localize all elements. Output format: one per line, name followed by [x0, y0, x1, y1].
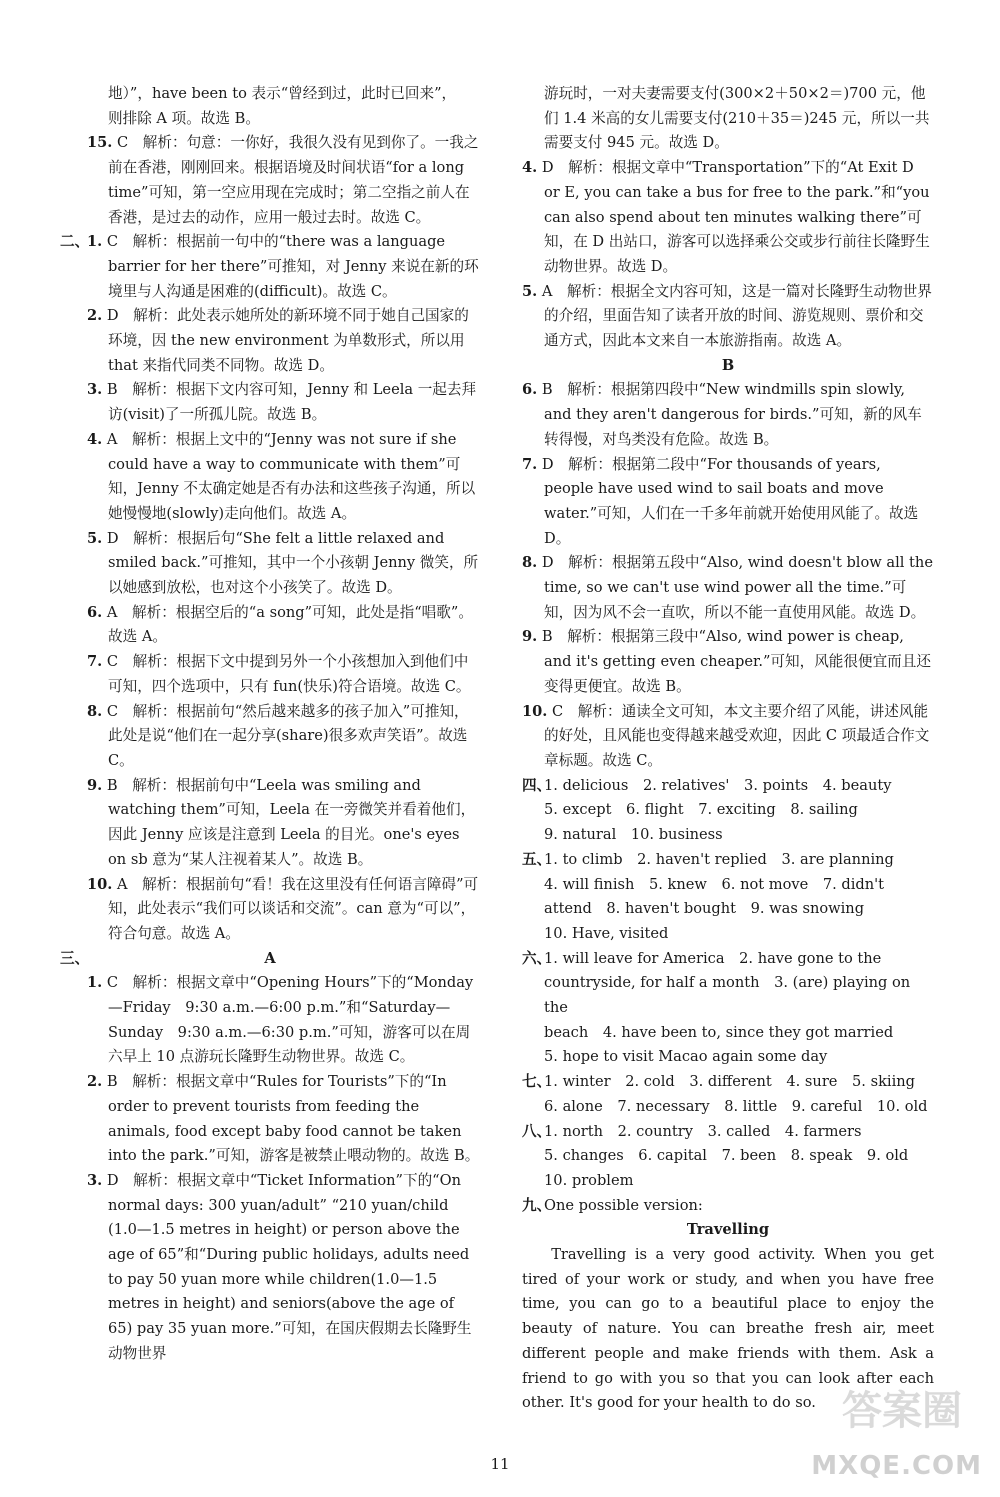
answer-explanation: B 解析：根据下文内容可知，Jenny 和 Leela 一起去拜访(visit)了一所孤儿院。故选 B。 [106, 381, 477, 424]
answer-item [60, 304, 480, 378]
answer-explanation: D 解析：根据文章中“Ticket Information”下的“On normal days: 300 yuan/adult” “210 yuan/child (1.0—1.5 metres in height) or person above the age of 65”和“During public holidays, adults need to pay 50 yuan more while children(1.0—1.5 metres in height) and seniors(above the age of 65) pay 35 yuan more.”可知，在国庆假期去长隆野生动物世界 [106, 1171, 472, 1362]
answer-explanation: B 解析：根据第三段中“Also, wind power is cheap, and it's getting even cheaper.”可知，风能很便宜而且还变得更便宜。故选 B。 [541, 628, 931, 695]
answer-item [60, 774, 480, 873]
answer-explanation: C 解析：句意：一你好，我很久没有见到你了。一我之前在香港，刚刚回来。根据语境及时间状语“for a long time”可知，第一空应用现在完成时；第二空指之前人在香港，是过去的动作，应用一般过去时。故选 C。 [108, 134, 479, 226]
answer-item [522, 280, 934, 354]
answer-line: 4. will finish 5. knew 6. not move 7. didn't [544, 875, 885, 893]
left-column [60, 82, 480, 1367]
watermark-logo-mark: 答案圈 [842, 1388, 962, 1434]
section-label: 七、 [522, 1073, 552, 1091]
passage-letter: B [721, 356, 735, 374]
essay-body: Travelling is a very good activity. When you get tired of your work or study, and when you have free time, you can go to a beautiful place to enjoy the beauty of nature. You can breathe fresh air, meet different people and make friends with them. Ask a friend to go with you so that you can look after each other. It's good for your health to do so. [522, 1246, 934, 1412]
watermark-url: MXQE.COM [811, 1451, 982, 1481]
answer-item [60, 1070, 480, 1169]
answer-number: 9. [522, 628, 538, 646]
answer-item [522, 378, 934, 452]
answer-explanation: D 解析：根据后句“She felt a little relaxed and smiled back.”可推知，其中一个小孩朝 Jenny 微笑，所以她感到放松，也对这个小孩笑了。故选 D。 [106, 529, 479, 597]
answer-group [522, 1194, 934, 1219]
answer-line: 1. to climb 2. haven't replied 3. are planning [544, 850, 894, 868]
answer-line: 9. natural 10. business [544, 826, 723, 844]
answer-explanation: C 解析：根据文章中“Opening Hours”下的“Monday—Friday 9:30 a.m.—6:00 p.m.”和“Saturday—Sunday 9:30 a.m.—6:30 p.m.”可知，游客可以在周六早上 10 点游玩长隆野生动物世界。故选 C。 [106, 974, 474, 1066]
answer-item [522, 700, 934, 774]
answer-line: 1. winter 2. cold 3. different 4. sure 5. skiing [544, 1073, 915, 1091]
answer-number: 15. [87, 134, 113, 152]
answer-line: 5. except 6. flight 7. exciting 8. sailing [544, 801, 858, 819]
answer-continuation: 地）”，have been to 表示“曾经到过，此时已回来”， [108, 85, 457, 102]
answer-item [60, 131, 480, 230]
answer-number: 1. [87, 974, 103, 992]
answer-item [60, 428, 480, 527]
answer-item [60, 601, 480, 650]
answer-line: 1. delicious 2. relatives' 3. points 4. beauty [544, 776, 892, 794]
answer-number: 5. [522, 282, 538, 300]
answer-line: beach 4. have been to, since they got married [544, 1023, 894, 1041]
answer-group [522, 774, 934, 848]
answer-explanation: D 解析：根据文章中“Transportation”下的“At Exit D or E, you can take a bus for free to the park.”和“you can also spend about ten minutes walking there”可知，在 D 出站口，游客可以选择乘公交或步行前往长隆野生动物世界。故选 D。 [541, 159, 930, 275]
answer-item [60, 1169, 480, 1367]
essay-title: Travelling [686, 1221, 770, 1239]
answer-continuation: 游玩时，一对夫妻需要支付(300×2＋50×2＝)700 元，他们 1.4 米高的女儿需要支付(210＋35＝)245 元，所以一共需要支付 945 元。故选 D。 [544, 85, 930, 152]
page-number: 11 [490, 1455, 510, 1473]
answer-group [522, 947, 934, 1071]
answer-number: 6. [522, 381, 538, 399]
answer-line: 1. will leave for America 2. have gone to the [544, 949, 882, 967]
section-label: 六、 [522, 949, 552, 967]
answer-number: 10. [522, 702, 548, 720]
answer-line: 10. Have, visited [544, 924, 669, 942]
answer-number: 8. [87, 702, 103, 720]
section-label: 九、 [522, 1196, 552, 1214]
answer-explanation: D 解析：此处表示她所处的新环境不同于她自己国家的环境，因 the new environment 为单数形式，所以用 that 来指代同类不同物。故选 D。 [106, 307, 469, 374]
answer-line: One possible version: [544, 1196, 703, 1214]
answer-line: 10. problem [544, 1171, 634, 1189]
answer-number: 7. [87, 653, 103, 671]
answer-item [522, 453, 934, 552]
answer-number: 6. [87, 603, 103, 621]
answer-line: 6. alone 7. necessary 8. little 9. careful 10. old [544, 1097, 928, 1115]
answer-number: 5. [87, 529, 103, 547]
answer-number: 4. [87, 430, 103, 448]
section-label: 五、 [522, 850, 552, 868]
answer-line: 1. north 2. country 3. called 4. farmers [544, 1122, 862, 1140]
answer-number: 4. [522, 159, 538, 177]
answer-number: 7. [522, 455, 538, 473]
answer-explanation: D 解析：根据第五段中“Also, wind doesn't blow all the time, so we can't use wind power all the time.”可知，因为风不会一直吹，所以不能一直使用风能。故选 D。 [541, 554, 933, 621]
answer-line: 5. hope to visit Macao again some day [544, 1048, 828, 1066]
passage-header [60, 947, 480, 972]
answer-group [522, 1070, 934, 1119]
answer-explanation: C 解析：根据前一句中的“there was a language barrier for her there”可推知，对 Jenny 来说在新的环境里与人沟通是困难的(difficult)。故选 C。 [106, 233, 479, 300]
answer-number: 2. [87, 1073, 103, 1091]
answer-number: 8. [522, 554, 538, 572]
answer-explanation: A 解析：根据全文内容可知，这是一篇对长隆野生动物世界的介绍，里面告知了读者开放的时间、游览规则、票价和交通方式，因此本文来自一本旅游指南。故选 A。 [541, 282, 932, 350]
answer-number: 10. [87, 875, 113, 893]
answer-number: 3. [87, 381, 103, 399]
answer-item [60, 230, 480, 304]
answer-item [60, 700, 480, 774]
answer-number: 1. [87, 233, 103, 251]
section-label: 二、 [60, 233, 90, 251]
answer-item [522, 625, 934, 699]
answer-group [522, 1120, 934, 1194]
answer-group [522, 848, 934, 947]
passage-letter: A [264, 949, 276, 967]
answer-item [60, 873, 480, 947]
answer-item [60, 650, 480, 699]
answer-explanation: A 解析：根据前句“看！我在这里没有任何语言障碍”可知，此处表示“我们可以谈话和交流”。can 意为“可以”，符合句意。故选 A。 [108, 875, 479, 942]
passage-header [522, 354, 934, 379]
answer-line: attend 8. haven't bought 9. was snowing [544, 900, 865, 918]
section-label: 四、 [522, 776, 552, 794]
answer-explanation: C 解析：根据前句“然后越来越多的孩子加入”可推知，此处是说“他们在一起分享(share)很多欢声笑语”。故选 C。 [106, 702, 469, 769]
watermark-logo [776, 1375, 986, 1485]
answer-explanation: B 解析：根据前句中“Leela was smiling and watching them”可知，Leela 在一旁微笑并看着他们，因此 Jenny 应该是注意到 Leela 的目光。one's eyes on sb 意为“某人注视着某人”。故选 B。 [106, 776, 476, 868]
answer-item [60, 527, 480, 601]
answer-continuation: 则排除 A 项。故选 B。 [108, 109, 260, 127]
answer-explanation: A 解析：根据空后的“a song”可知，此处是指“唱歌”。故选 A。 [106, 603, 473, 646]
answer-line: 5. changes 6. capital 7. been 8. speak 9. old [544, 1147, 909, 1165]
right-column [522, 82, 934, 1416]
answer-item [60, 378, 480, 427]
answer-number: 9. [87, 776, 103, 794]
answer-number: 3. [87, 1171, 103, 1189]
answer-explanation: C 解析：通读全文可知，本文主要介绍了风能，讲述风能的好处，且风能也变得越来越受欢迎，因此 C 项最适合作文章标题。故选 C。 [544, 702, 930, 769]
answer-explanation: B 解析：根据第四段中“New windmills spin slowly, and they aren't dangerous for birds.”可知，新的风车转得慢，对鸟类没有危险。故选 B。 [541, 381, 922, 448]
answer-item [522, 551, 934, 625]
section-label: 三、 [60, 949, 90, 967]
answer-item [522, 156, 934, 280]
answer-line: countryside, for half a month 3. (are) playing on the [544, 974, 911, 1017]
answer-explanation: C 解析：根据下文中提到另外一个小孩想加入到他们中可知，四个选项中，只有 fun(快乐)符合语境。故选 C。 [106, 653, 471, 695]
answer-explanation: D 解析：根据第二段中“For thousands of years, people have used wind to sail boats and move water.”可知，人们在一千多年前就开始使用风能了。故选 D。 [541, 455, 919, 547]
answer-item [60, 971, 480, 1070]
answer-explanation: B 解析：根据文章中“Rules for Tourists”下的“In order to prevent tourists from feeding the animals, food except baby food cannot be taken into the park.”可知，游客是被禁止喂动物的。故选 B。 [106, 1073, 480, 1165]
answer-explanation: A 解析：根据上文中的“Jenny was not sure if she could have a way to communicate with them”可知，Jenny 不太确定她是否有办法和这些孩子沟通，所以她慢慢地(slowly)走向他们。故选 A。 [106, 430, 476, 522]
section-label: 八、 [522, 1122, 552, 1140]
answer-number: 2. [87, 307, 103, 325]
